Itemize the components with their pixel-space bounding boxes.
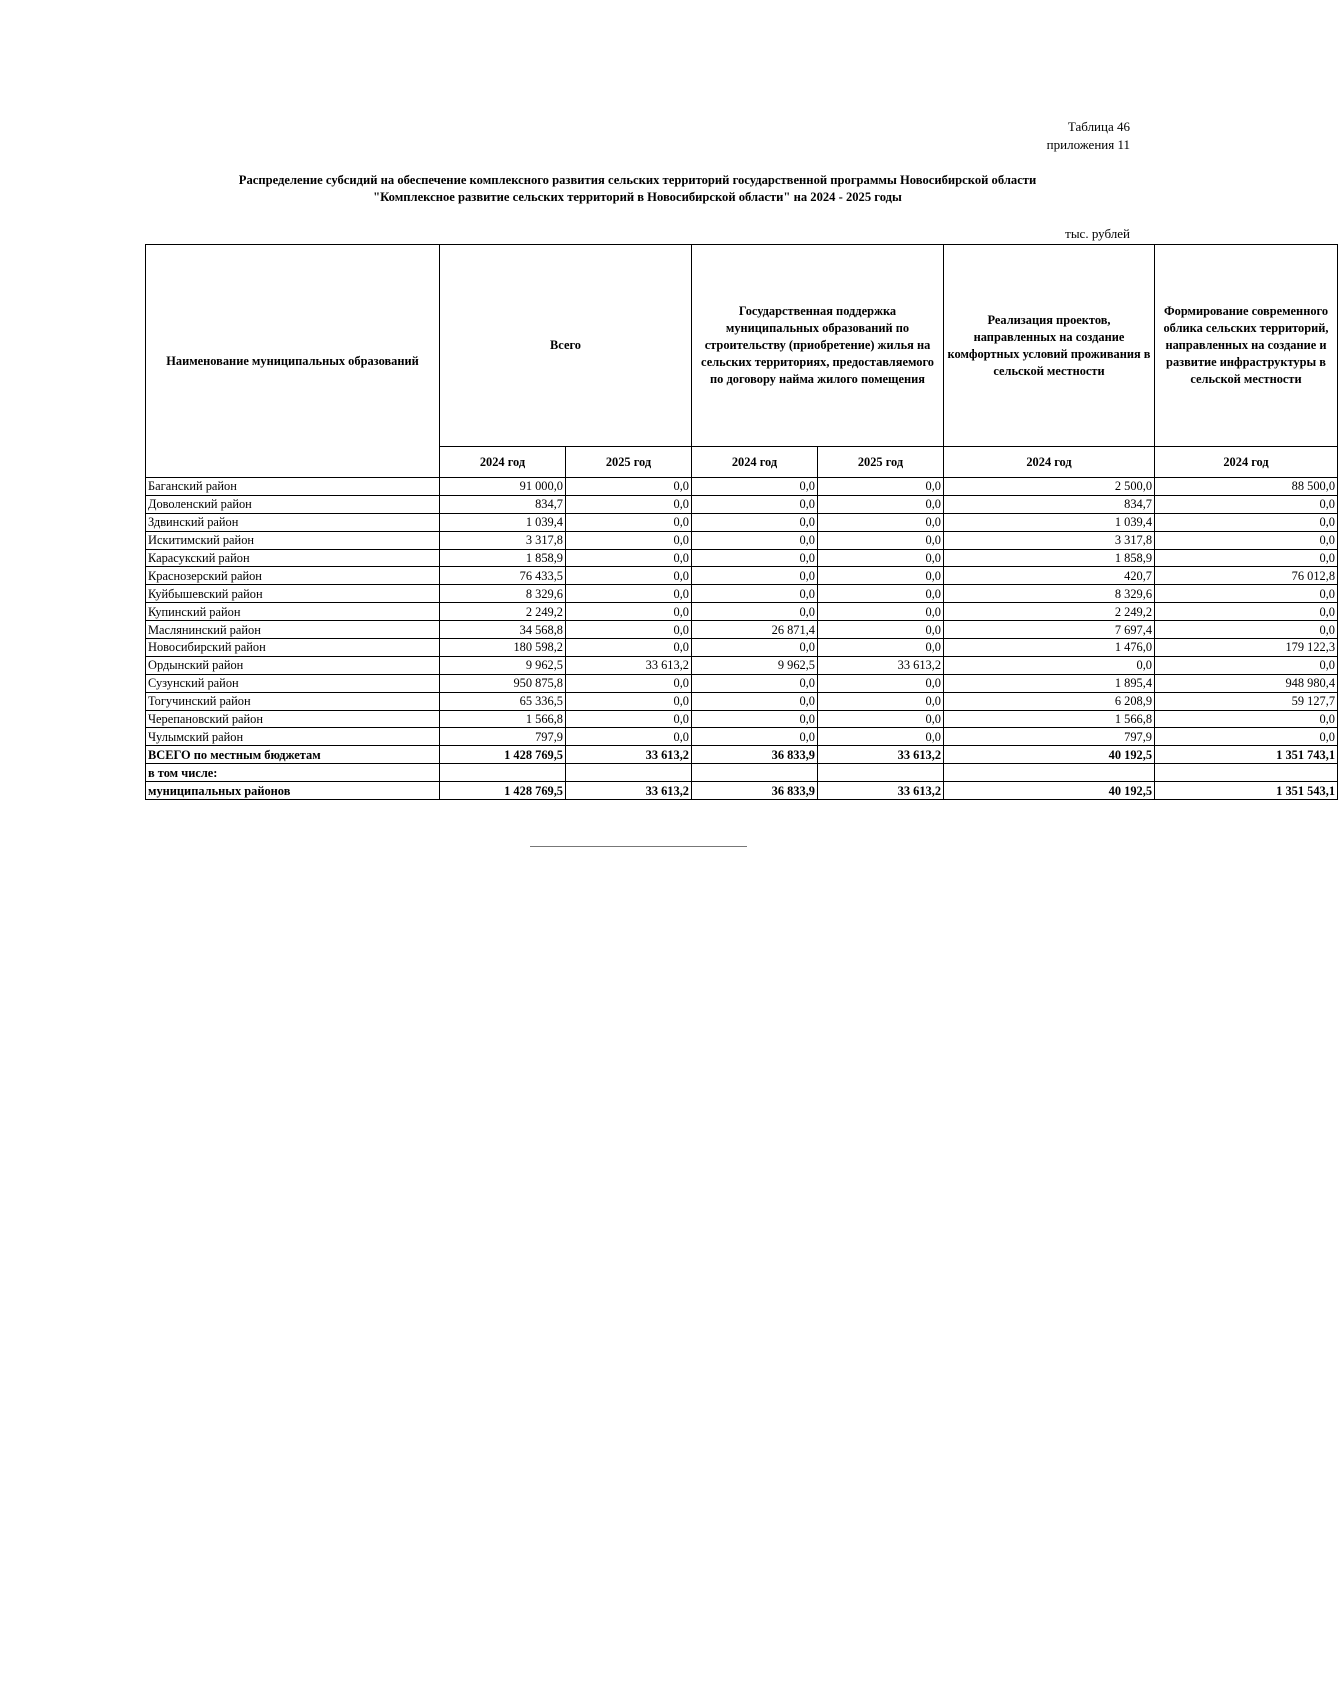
value-cell: 8 329,6 — [440, 585, 566, 603]
value-cell: 40 192,5 — [944, 782, 1155, 800]
value-cell: 0,0 — [1155, 531, 1338, 549]
value-cell: 3 317,8 — [944, 531, 1155, 549]
value-cell: 0,0 — [692, 728, 818, 746]
header-infrastructure: Формирование современного облика сельских территорий, направленных на создание и развитие инфраструктуры в сельской местности — [1155, 245, 1338, 447]
value-cell: 0,0 — [566, 513, 692, 531]
value-cell: 179 122,3 — [1155, 639, 1338, 657]
value-cell: 2 249,2 — [440, 603, 566, 621]
value-cell: 2 249,2 — [944, 603, 1155, 621]
table-row — [146, 692, 1338, 710]
year-header: 2024 год — [440, 447, 566, 478]
value-cell: 0,0 — [692, 585, 818, 603]
value-cell: 0,0 — [1155, 495, 1338, 513]
value-cell: 0,0 — [566, 728, 692, 746]
value-cell: 1 428 769,5 — [440, 746, 566, 764]
value-cell: 948 980,4 — [1155, 674, 1338, 692]
value-cell: 33 613,2 — [818, 656, 944, 674]
value-cell: 88 500,0 — [1155, 478, 1338, 496]
value-cell: 834,7 — [440, 495, 566, 513]
table-row — [146, 513, 1338, 531]
value-cell: 0,0 — [1155, 585, 1338, 603]
value-cell: 0,0 — [692, 513, 818, 531]
units-label: тыс. рублей — [1065, 226, 1130, 241]
value-cell: 0,0 — [566, 478, 692, 496]
district-name: Новосибирский район — [146, 639, 440, 657]
value-cell: 3 317,8 — [440, 531, 566, 549]
value-cell: 0,0 — [1155, 621, 1338, 639]
value-cell: 0,0 — [818, 603, 944, 621]
district-name: Баганский район — [146, 478, 440, 496]
value-cell: 0,0 — [818, 531, 944, 549]
year-header: 2024 год — [692, 447, 818, 478]
value-cell: 0,0 — [566, 710, 692, 728]
value-cell: 0,0 — [818, 728, 944, 746]
value-cell: 36 833,9 — [692, 782, 818, 800]
value-cell — [440, 764, 566, 782]
header-housing: Государственная поддержка муниципальных образований по строительству (приобретение) жилья на сельских территориях, предоставляемого по договору найма жилого помещения — [692, 245, 944, 447]
district-name: Ордынский район — [146, 656, 440, 674]
value-cell — [566, 764, 692, 782]
value-cell: 0,0 — [566, 567, 692, 585]
value-cell: 91 000,0 — [440, 478, 566, 496]
value-cell: 0,0 — [692, 478, 818, 496]
value-cell: 76 433,5 — [440, 567, 566, 585]
table-row — [146, 478, 1338, 496]
value-cell: 9 962,5 — [440, 656, 566, 674]
district-name: Куйбышевский район — [146, 585, 440, 603]
value-cell: 36 833,9 — [692, 746, 818, 764]
value-cell: 65 336,5 — [440, 692, 566, 710]
value-cell: 0,0 — [566, 549, 692, 567]
value-cell: 0,0 — [692, 674, 818, 692]
district-name: ВСЕГО по местным бюджетам — [146, 746, 440, 764]
value-cell: 1 895,4 — [944, 674, 1155, 692]
value-cell: 797,9 — [944, 728, 1155, 746]
annex-table-number: Таблица 46 — [1067, 119, 1130, 134]
value-cell: 0,0 — [1155, 710, 1338, 728]
table-row — [146, 531, 1338, 549]
value-cell: 0,0 — [692, 603, 818, 621]
value-cell: 9 962,5 — [692, 656, 818, 674]
value-cell: 0,0 — [566, 495, 692, 513]
value-cell: 76 012,8 — [1155, 567, 1338, 585]
value-cell: 59 127,7 — [1155, 692, 1338, 710]
table-row — [146, 656, 1338, 674]
value-cell — [818, 764, 944, 782]
total-row — [146, 746, 1338, 764]
value-cell: 33 613,2 — [566, 746, 692, 764]
district-name: Маслянинский район — [146, 621, 440, 639]
value-cell: 0,0 — [566, 531, 692, 549]
value-cell: 1 428 769,5 — [440, 782, 566, 800]
value-cell: 0,0 — [818, 710, 944, 728]
value-cell: 1 858,9 — [944, 549, 1155, 567]
value-cell: 0,0 — [818, 621, 944, 639]
value-cell: 0,0 — [692, 549, 818, 567]
district-name: муниципальных районов — [146, 782, 440, 800]
value-cell: 0,0 — [818, 692, 944, 710]
table-row — [146, 674, 1338, 692]
district-name: в том числе: — [146, 764, 440, 782]
value-cell: 0,0 — [566, 639, 692, 657]
table-row — [146, 585, 1338, 603]
annex-reference — [1047, 118, 1130, 154]
district-name: Черепановский район — [146, 710, 440, 728]
value-cell — [692, 764, 818, 782]
district-name: Доволенский район — [146, 495, 440, 513]
district-name: Тогучинский район — [146, 692, 440, 710]
value-cell: 420,7 — [944, 567, 1155, 585]
district-name: Здвинский район — [146, 513, 440, 531]
year-header: 2025 год — [818, 447, 944, 478]
value-cell: 950 875,8 — [440, 674, 566, 692]
value-cell: 1 351 543,1 — [1155, 782, 1338, 800]
table-row — [146, 495, 1338, 513]
value-cell: 180 598,2 — [440, 639, 566, 657]
table-row — [146, 621, 1338, 639]
value-cell: 0,0 — [1155, 513, 1338, 531]
value-cell: 0,0 — [692, 692, 818, 710]
value-cell: 26 871,4 — [692, 621, 818, 639]
footer-separator-line — [530, 846, 747, 847]
value-cell: 0,0 — [818, 639, 944, 657]
value-cell: 834,7 — [944, 495, 1155, 513]
value-cell: 0,0 — [818, 478, 944, 496]
including-row — [146, 764, 1338, 782]
value-cell: 0,0 — [692, 710, 818, 728]
value-cell: 1 566,8 — [944, 710, 1155, 728]
value-cell: 6 208,9 — [944, 692, 1155, 710]
table-row — [146, 549, 1338, 567]
district-name: Карасукский район — [146, 549, 440, 567]
value-cell: 40 192,5 — [944, 746, 1155, 764]
value-cell: 1 858,9 — [440, 549, 566, 567]
value-cell: 0,0 — [566, 585, 692, 603]
value-cell: 0,0 — [818, 513, 944, 531]
value-cell: 0,0 — [692, 531, 818, 549]
value-cell: 0,0 — [944, 656, 1155, 674]
value-cell — [1155, 764, 1338, 782]
district-name: Краснозерский район — [146, 567, 440, 585]
value-cell: 33 613,2 — [566, 782, 692, 800]
value-cell: 0,0 — [818, 567, 944, 585]
header-name: Наименование муниципальных образований — [146, 245, 440, 478]
value-cell: 0,0 — [692, 567, 818, 585]
district-name: Искитимский район — [146, 531, 440, 549]
header-row — [146, 245, 1338, 447]
value-cell: 0,0 — [818, 674, 944, 692]
district-name: Чулымский район — [146, 728, 440, 746]
table-row — [146, 639, 1338, 657]
value-cell: 0,0 — [566, 621, 692, 639]
value-cell: 797,9 — [440, 728, 566, 746]
year-header: 2024 год — [944, 447, 1155, 478]
value-cell: 7 697,4 — [944, 621, 1155, 639]
annex-appendix-number: приложения 11 — [1046, 137, 1130, 152]
district-name: Сузунский район — [146, 674, 440, 692]
value-cell: 8 329,6 — [944, 585, 1155, 603]
title-line-2: "Комплексное развитие сельских территорий в Новосибирской области" на 2024 - 2025 годы — [373, 190, 902, 204]
table-row — [146, 567, 1338, 585]
value-cell: 0,0 — [566, 692, 692, 710]
table-row — [146, 710, 1338, 728]
value-cell: 1 566,8 — [440, 710, 566, 728]
header-projects: Реализация проектов, направленных на создание комфортных условий проживания в сельской местности — [944, 245, 1155, 447]
document-title — [145, 172, 1130, 206]
value-cell: 33 613,2 — [818, 746, 944, 764]
value-cell: 1 039,4 — [440, 513, 566, 531]
value-cell: 0,0 — [692, 639, 818, 657]
year-header: 2024 год — [1155, 447, 1338, 478]
value-cell: 0,0 — [1155, 549, 1338, 567]
value-cell: 0,0 — [1155, 603, 1338, 621]
district-name: Купинский район — [146, 603, 440, 621]
table-row — [146, 728, 1338, 746]
value-cell: 34 568,8 — [440, 621, 566, 639]
value-cell — [944, 764, 1155, 782]
title-line-1: Распределение субсидий на обеспечение комплексного развития сельских территорий государственной программы Новосибирской области — [238, 173, 1037, 187]
value-cell: 33 613,2 — [566, 656, 692, 674]
value-cell: 0,0 — [566, 603, 692, 621]
table-row — [146, 603, 1338, 621]
value-cell: 0,0 — [566, 674, 692, 692]
header-total: Всего — [440, 245, 692, 447]
subsidy-table — [145, 244, 1338, 800]
value-cell: 0,0 — [692, 495, 818, 513]
value-cell: 0,0 — [818, 549, 944, 567]
value-cell: 2 500,0 — [944, 478, 1155, 496]
value-cell: 1 351 743,1 — [1155, 746, 1338, 764]
value-cell: 33 613,2 — [818, 782, 944, 800]
table-body — [146, 478, 1338, 800]
value-cell: 0,0 — [1155, 728, 1338, 746]
value-cell: 0,0 — [1155, 656, 1338, 674]
value-cell: 1 476,0 — [944, 639, 1155, 657]
value-cell: 1 039,4 — [944, 513, 1155, 531]
municipal-districts-row — [146, 782, 1338, 800]
year-header: 2025 год — [566, 447, 692, 478]
value-cell: 0,0 — [818, 495, 944, 513]
value-cell: 0,0 — [818, 585, 944, 603]
